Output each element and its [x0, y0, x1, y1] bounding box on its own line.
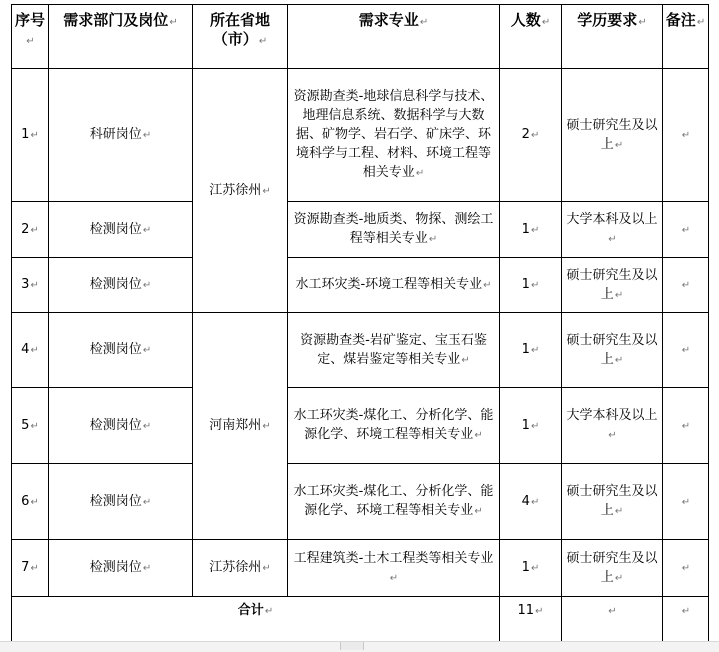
cell-dept: 检测岗位↵	[49, 388, 193, 464]
cell-remark: ↵	[663, 540, 709, 597]
cell-seq: 3↵	[12, 258, 49, 313]
cell-education: 硕士研究生及以上↵	[562, 540, 663, 597]
paragraph-mark: ↵	[419, 17, 429, 28]
cell-education: 硕士研究生及以上↵	[562, 258, 663, 313]
cell-major: 水工环灾类-煤化工、分析化学、能源化学、环境工程等相关专业↵	[288, 464, 500, 540]
cell-remark: ↵	[663, 69, 709, 202]
cell-remark: ↵	[663, 464, 709, 540]
cell-count: 1↵	[500, 388, 562, 464]
cell-remark: ↵	[663, 313, 709, 388]
table-row	[12, 202, 709, 258]
cell-location: 江苏徐州↵	[193, 540, 288, 597]
cell-count: 1↵	[500, 258, 562, 313]
cell-count: 2↵	[500, 69, 562, 202]
cell-dept: 检测岗位↵	[49, 464, 193, 540]
cell-seq: 4↵	[12, 313, 49, 388]
header-major: 需求专业↵	[288, 5, 500, 69]
cell-dept: 检测岗位↵	[49, 202, 193, 258]
cell-count: 4↵	[500, 464, 562, 540]
cell-education: 硕士研究生及以上↵	[562, 464, 663, 540]
paragraph-mark: ↵	[638, 17, 647, 28]
scrollbar-thumb[interactable]	[340, 642, 364, 650]
paragraph-mark: ↵	[696, 17, 706, 28]
recruitment-table	[11, 4, 709, 643]
cell-seq: 1↵	[12, 69, 49, 202]
cell-dept: 检测岗位↵	[49, 540, 193, 597]
total-remark: ↵	[663, 597, 709, 643]
table-row	[12, 258, 709, 313]
cell-remark: ↵	[663, 202, 709, 258]
table-row	[12, 313, 709, 388]
cell-education: 硕士研究生及以上↵	[562, 69, 663, 202]
paragraph-mark: ↵	[258, 36, 268, 47]
header-row	[12, 5, 709, 69]
header-remark: 备注↵	[663, 5, 709, 69]
total-label: 合计↵	[12, 597, 500, 643]
cell-major: 工程建筑类-土木工程类等相关专业↵	[288, 540, 500, 597]
header-education: 学历要求↵	[562, 5, 663, 69]
cell-seq: 5↵	[12, 388, 49, 464]
cell-major: 水工环灾类-环境工程等相关专业↵	[288, 258, 500, 313]
cell-location: 河南郑州↵	[193, 313, 288, 540]
total-education: ↵	[562, 597, 663, 643]
cell-seq: 7↵	[12, 540, 49, 597]
total-count: 11↵	[500, 597, 562, 643]
table-row	[12, 69, 709, 202]
cell-dept: 检测岗位↵	[49, 313, 193, 388]
cell-seq: 6↵	[12, 464, 49, 540]
table-row	[12, 540, 709, 597]
cell-remark: ↵	[663, 388, 709, 464]
header-location: 所在省地（市）↵	[193, 5, 288, 69]
cell-major: 资源勘查类-岩矿鉴定、宝玉石鉴定、煤岩鉴定等相关专业↵	[288, 313, 500, 388]
total-row	[12, 597, 709, 643]
header-seq: 序号↵	[12, 5, 49, 69]
header-dept: 需求部门及岗位↵	[49, 5, 193, 69]
cell-education: 大学本科及以上↵	[562, 202, 663, 258]
table-row	[12, 464, 709, 540]
cell-count: 1↵	[500, 540, 562, 597]
paragraph-mark: ↵	[26, 36, 35, 47]
header-count: 人数↵	[500, 5, 562, 69]
cell-dept: 科研岗位↵	[49, 69, 193, 202]
cell-education: 大学本科及以上↵	[562, 388, 663, 464]
cell-location: 江苏徐州↵	[193, 69, 288, 313]
cell-dept: 检测岗位↵	[49, 258, 193, 313]
paragraph-mark: ↵	[169, 17, 178, 28]
table-row	[12, 388, 709, 464]
cell-major: 资源勘查类-地质类、物探、测绘工程等相关专业↵	[288, 202, 500, 258]
cell-major: 水工环灾类-煤化工、分析化学、能源化学、环境工程等相关专业↵	[288, 388, 500, 464]
paragraph-mark: ↵	[541, 17, 551, 28]
cell-remark: ↵	[663, 258, 709, 313]
cell-major: 资源勘查类-地球信息科学与技术、地理信息系统、数据科学与大数据、矿物学、岩石学、矿床学、环境科学与工程、材料、环境工程等相关专业↵	[288, 69, 500, 202]
cell-count: 1↵	[500, 202, 562, 258]
cell-count: 1↵	[500, 313, 562, 388]
table-end-markers	[709, 4, 719, 645]
cell-seq: 2↵	[12, 202, 49, 258]
cell-education: 硕士研究生及以上↵	[562, 313, 663, 388]
